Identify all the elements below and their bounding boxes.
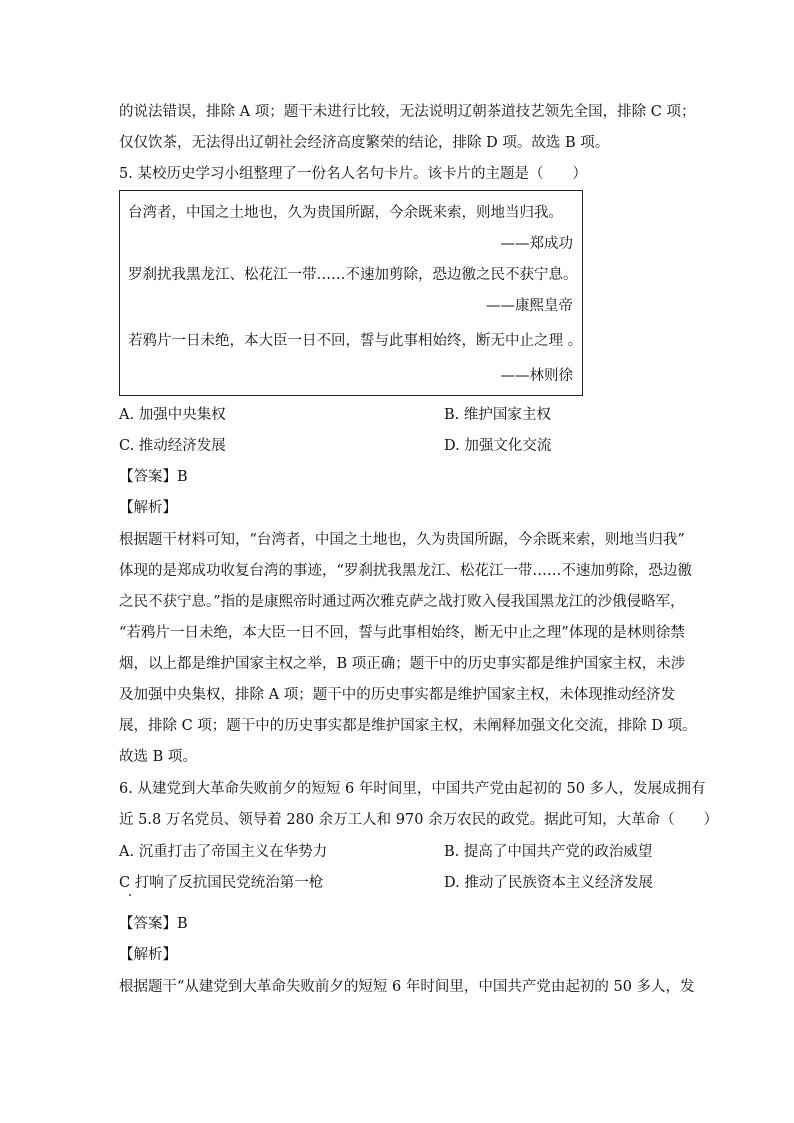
q5-option-b: B. 维护国家主权 — [444, 407, 551, 423]
prev-analysis-line-1: 的说法错误，排除 A 项；题干未进行比较，无法说明辽朝茶道技艺领先全国，排除 C 项； — [119, 104, 696, 120]
quote-2-author: ——康熙皇帝 — [486, 298, 573, 314]
question-6-stem-line-1: 6. 从建党到大革命失败前夕的短短 6 年时间里，中国共产党由起初的 50 多人，发展成拥有 — [119, 781, 706, 797]
question-6-stem-line-2: 近 5.8 万名党员、领导着 280 余万工人和 970 余万农民的政党。据此可知，大革命（ ） — [119, 812, 719, 828]
q6-answer: 【答案】B — [119, 916, 188, 932]
q5-analysis-line-3: 之民不获宁息。”指的是康熙帝时通过两次雅克萨之战打败入侵我国黑龙江的沙俄侵略军， — [119, 594, 685, 610]
q5-analysis-line-5: 烟，以上都是维护国家主权之举，B 项正确；题干中的历史事实都是维护国家主权，未涉 — [119, 656, 686, 672]
q5-answer: 【答案】B — [119, 469, 188, 485]
q6-option-b: B. 提高了中国共产党的政治威望 — [444, 844, 653, 860]
question-5-stem: 5. 某校历史学习小组整理了一份名人名句卡片。该卡片的主题是（ ） — [119, 166, 587, 182]
q6-analysis-label: 【解析】 — [119, 947, 177, 963]
q6-option-c: C 打响了反抗国民党统治第一枪 — [119, 875, 324, 891]
quote-1: 台湾者，中国之土地也，久为贵国所踞，今余既来索，则地当归我。 — [128, 205, 563, 221]
q5-analysis-line-8: 故选 B 项。 — [119, 749, 197, 765]
q6-option-d: D. 推动了民族资本主义经济发展 — [444, 875, 653, 891]
quote-3: 若鸦片一日未绝，本大臣一日不回，誓与此事相始终，断无中止之理 。 — [128, 333, 583, 349]
q5-analysis-line-4: “若鸦片一日未绝，本大臣一日不回，誓与此事相始终，断无中止之理”体现的是林则徐禁 — [119, 625, 685, 641]
q5-analysis-line-1: 根据题干材料可知，“台湾者，中国之土地也，久为贵国所踞，今余既来索，则地当归我” — [119, 532, 685, 548]
quote-1-author: ——郑成功 — [500, 236, 573, 252]
quote-3-author: ——林则徐 — [500, 368, 573, 384]
q5-option-d: D. 加强文化交流 — [444, 438, 552, 454]
stray-dot-mark — [129, 894, 131, 896]
prev-analysis-line-2: 仅仅饮茶，无法得出辽朝社会经济高度繁荣的结论，排除 D 项。故选 B 项。 — [119, 135, 610, 151]
q5-option-c: C. 推动经济发展 — [119, 438, 226, 454]
q6-analysis-line-1: 根据题干“从建党到大革命失败前夕的短短 6 年时间里，中国共产党由起初的 50 多人，发 — [119, 979, 695, 995]
q5-option-a: A. 加强中央集权 — [119, 407, 226, 423]
q6-option-a: A. 沉重打击了帝国主义在华势力 — [119, 844, 328, 860]
quote-2: 罗刹扰我黑龙江、松花江一带……不速加剪除，恐边徼之民不获宁息。 — [128, 267, 578, 283]
q5-analysis-line-7: 展，排除 C 项；题干中的历史事实都是维护国家主权，未阐释加强文化交流，排除 D 项。 — [119, 718, 697, 734]
q5-analysis-label: 【解析】 — [119, 500, 177, 516]
quote-card — [119, 190, 583, 396]
q5-analysis-line-2: 体现的是郑成功收复台湾的事迹，“罗刹扰我黑龙江、松花江一带……不速加剪除，恐边徼 — [119, 563, 692, 579]
q5-analysis-line-6: 及加强中央集权，排除 A 项；题干中的历史事实都是维护国家主权，未体现推动经济发 — [119, 687, 676, 703]
